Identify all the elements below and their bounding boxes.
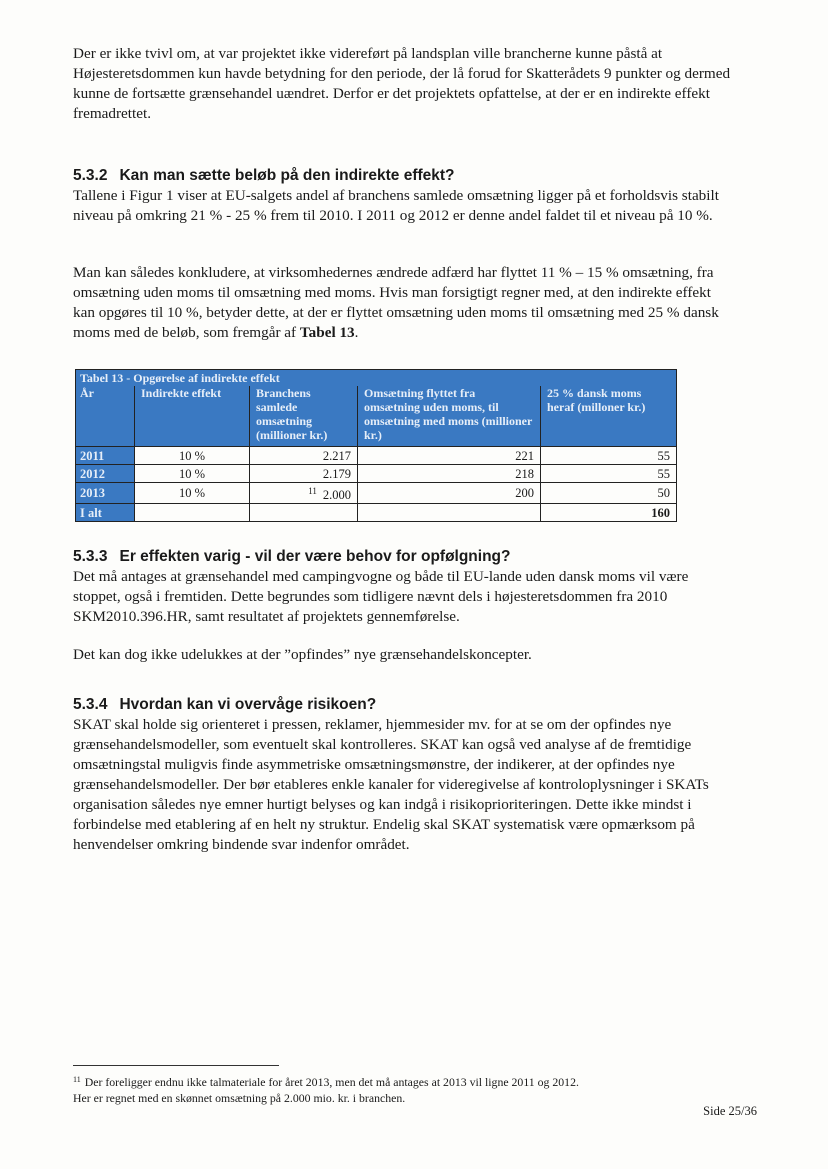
table-row [76,447,677,465]
row-turnover [250,483,358,504]
row-vat: 55 [541,447,677,465]
row-moved: 200 [358,483,541,504]
section-title: Kan man sætte beløb på den indirekte effekt? [119,167,455,184]
page-number: Side 25/36 [703,1104,757,1118]
total-empty-cell [358,504,541,522]
turnover-value: 2.000 [322,488,351,502]
row-turnover: 2.217 [250,447,358,465]
header-year: År [76,386,135,447]
section-5-3-3-paragraph-2: Det kan dog ikke udelukkes at der ”opfindes” nye grænsehandelskoncepter. [73,646,532,663]
table-row [76,483,677,504]
section-5-3-4-heading [73,695,376,715]
paragraph-end: . [354,324,359,341]
row-vat: 50 [541,483,677,504]
total-vat: 160 [541,504,677,522]
total-label: I alt [76,504,135,522]
footnote-marker: 11 [308,486,317,496]
header-danish-vat: 25 % dansk moms heraf (milloner kr.) [541,386,677,447]
row-year: 2013 [76,483,135,504]
table-caption: Tabel 13 - Opgørelse af indirekte effekt [76,370,677,387]
footnote-number: 11 [73,1075,81,1084]
total-empty-cell [135,504,250,522]
section-number: 5.3.4 [73,696,108,713]
section-5-3-2-paragraph-1: Tallene i Figur 1 viser at EU-salgets andel af branchens samlede omsætning ligger på et forholdsvis stabilt niveau på omkring 21 % - 25 % frem til 2010. I 2011 og 2012 er denne andel faldet til et niveau på 10 %. [73,187,719,224]
table-reference: Tabel 13 [299,324,355,341]
row-year: 2012 [76,465,135,483]
header-turnover: Branchens samlede omsætning (millioner kr.) [250,386,358,447]
row-effect: 10 % [135,447,250,465]
table-caption-row [76,370,677,387]
footnote-divider [73,1065,279,1066]
header-indirect-effect: Indirekte effekt [135,386,250,447]
section-title: Hvordan kan vi overvåge risikoen? [119,696,377,713]
table-total-row [76,504,677,522]
section-5-3-3-paragraph-1: Det må antages at grænsehandel med campingvogne og både til EU-lande uden dansk moms vil være stoppet, også i fremtiden. Dette begrundes som tidligere nævnt dels i højesteretsdommen fra 2010 SKM2010.396.HR, samt resultatet af projektets gennemførelse. [73,568,689,625]
footnote [73,1072,733,1106]
row-moved: 221 [358,447,541,465]
table-13 [75,369,676,522]
header-moved-turnover: Omsætning flyttet fra omsætning uden moms, til omsætning med moms (millioner kr.) [358,386,541,447]
row-effect: 10 % [135,465,250,483]
row-moved: 218 [358,465,541,483]
total-empty-cell [250,504,358,522]
table-header-row [76,386,677,447]
row-year: 2011 [76,447,135,465]
effect-table [75,369,677,522]
section-5-3-2-paragraph-2 [73,263,735,343]
section-number: 5.3.2 [73,167,108,184]
row-vat: 55 [541,465,677,483]
paragraph-text: Man kan således konkludere, at virksomhedernes ændrede adfærd har flyttet 11 % – 15 % omsætning, fra omsætning uden moms til omsætning med moms. Hvis man forsigtigt regner med, at den indirekte effekt kan opgøres til 10 %, betyder dette, at der er flyttet omsætning uden moms til omsætning med 25 % dansk moms med de beløb, som fremgår af [73,264,719,341]
intro-paragraph: Der er ikke tvivl om, at var projektet ikke videreført på landsplan ville brancherne kunne påstå at Højesteretsdommen kun havde betydning for den periode, der lå forud for Skatterådets 9 punkter og dermed kunne de fortsætte grænsehandel uændret. Derfor er det projektets opfattelse, at der er en indirekte effekt fremadrettet. [73,45,731,122]
section-title: Er effekten varig - vil der være behov for opfølgning? [119,548,511,565]
section-5-3-2-heading [73,166,455,186]
section-5-3-4-paragraph-1: SKAT skal holde sig orienteret i pressen, reklamer, hjemmesider mv. for at se om der opfindes nye grænsehandelsmodeller, som eventuelt skal kontrolleres. SKAT kan også ved analyse af de fremtidige omsætningstal muligvis finde asymmetriske omsætningsmønstre, der indikerer, at der opfindes nye grænsehandelsmodeller. Der bør etableres enkle kanaler for videregivelse af kontroloplysninger i SKATs organisation således nye emner hurtigt belyses og kan indgå i risikoprioriteringen. Dette ikke mindst i forbindelse med etablering af en helt ny struktur. Endelig skal SKAT systematisk være opmærksom på henvendelser omkring bindende svar indenfor området. [73,716,709,853]
table-row [76,465,677,483]
row-effect: 10 % [135,483,250,504]
footnote-line-1: Der foreligger endnu ikke talmateriale for året 2013, men det må antages at 2013 vil ligne 2011 og 2012. [84,1075,579,1089]
footnote-line-2: Her er regnet med en skønnet omsætning på 2.000 mio. kr. i branchen. [73,1091,406,1105]
section-5-3-3-heading [73,547,511,567]
row-turnover: 2.179 [250,465,358,483]
section-number: 5.3.3 [73,548,108,565]
